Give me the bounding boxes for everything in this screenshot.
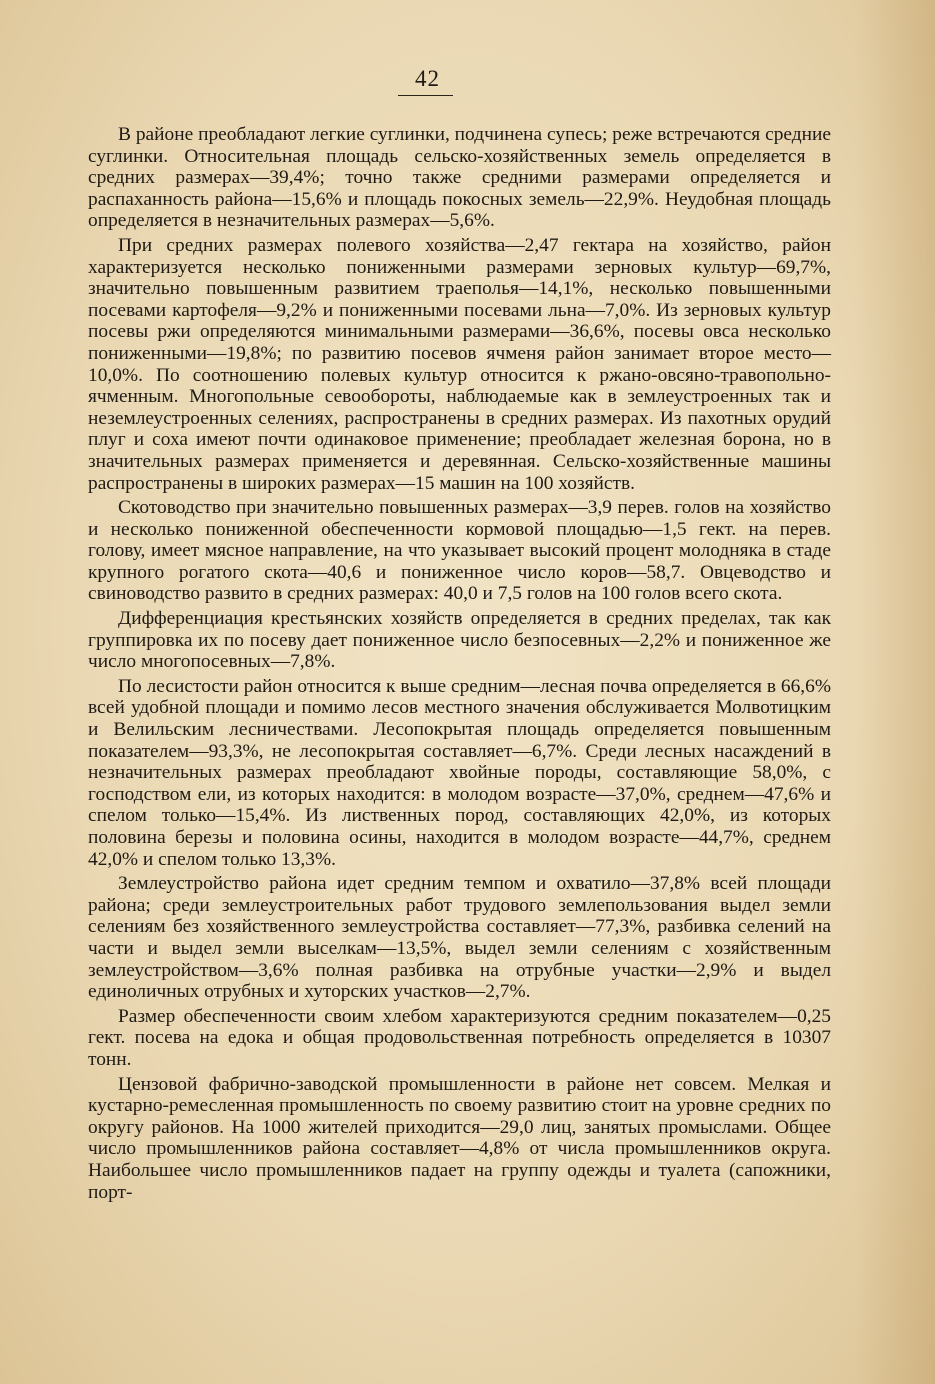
page-edge-stain [855, 0, 935, 1384]
page-number: 42 [415, 66, 440, 91]
paragraph-livestock: Скотоводство при значительно повышенных размерах—3,9 перев. голов на хозяйство и несколько пониженной обеспеченности кормовой площадью—1,5 гект. на перев. голову, имеет мясное направление, на что указывает высокий процент молодняка в стаде крупного рогатого скота—40,6 и пониженное число коров—58,7. Овцеводство и свиноводство развито в средних размерах: 40,0 и 7,5 голов на 100 голов всего скота. [88, 497, 831, 605]
paragraph-forests: По лесистости район относится к выше средним—лесная почва определяется в 66,6% всей удобной площади и помимо лесов местного значения обслуживается Молвотицким и Велильским лесничествами. Лесопокрытая площадь определяется повышенным показателем—93,3%, не лесопокрытая составляет—6,7%. Среди лесных насаждений в незначительных размерах преобладают хвойные породы, составляющие 58,0%, с господством ели, из которых находится: в молодом возрасте—37,0%, среднем—47,6% и спелом только—15,4%. Из лиственных пород, составляющих 42,0%, из которых половина березы и половина осины, находится в молодом возрасте—44,7%, среднем 42,0% и спелом только 13,3%. [88, 675, 831, 870]
paragraph-bread-supply: Размер обеспеченности своим хлебом характеризуются средним показателем—0,25 гект. посева на едока и общая продовольственная потребность определяется в 10307 тонн. [88, 1005, 831, 1070]
paragraph-differentiation: Дифференциация крестьянских хозяйств определяется в средних пределах, так как группировка их по посеву дает пониженное число безпосевных—2,2% и пониженное же число многопосевных—7,8%. [88, 608, 831, 673]
page-number-rule [398, 95, 453, 96]
paragraph-land-management: Землеустройство района идет средним темпом и охватило—37,8% всей площади района; среди землеустроительных работ трудового землепользования выдел земли селениям без хозяйственного землеустройства составляет—77,3%, разбивка селений на части и выдел земли выселкам—13,5%, выдел земли селениям с хозяйственным землеустройством—3,6% полная разбивка на отрубные участки—2,9% и выдел единоличных отрубных и хуторских участков—2,7%. [88, 873, 831, 1003]
paragraph-industry: Цензовой фабрично-заводской промышленности в районе нет совсем. Мелкая и кустарно-ремесленная промышленность по своему развитию стоит на уровне средних по округу районов. На 1000 жителей приходится—29,0 лиц, занятых промыслами. Общее число промышленников района составляет—4,8% от числа промышленников округа. Наибольшее число промышленников падает на группу одежды и туалета (сапожники, порт- [88, 1073, 831, 1203]
paragraph-soils: В районе преобладают легкие суглинки, подчинена супесь; реже встречаются средние суглинки. Относительная площадь сельско-хозяйственных земель определяется в средних размерах—39,4%; точно также средними размерами определяется и распаханность района—15,6% и площадь покосных земель—22,9%. Неудобная площадь определяется в незначительных размерах—5,6%. [88, 124, 831, 232]
paragraph-field-crops: При средних размерах полевого хозяйства—2,47 гектара на хозяйство, район характеризуется несколько пониженными размерами зерновых культур—69,7%, значительно повышенным развитием траеполья—14,1%, несколько повышенными посевами картофеля—9,2% и пониженными посевами льна—7,0%. Из зерновых культур посевы ржи определяются минимальными размерами—36,6%, посевы овса несколько пониженными—19,8%; по развитию посевов ячменя район занимает второе место—10,0%. По соотношению полевых культур относится к ржано-овсяно-травопольно-ячменным. Многопольные севообороты, наблюдаемые как в землеустроенных так и неземлеустроенных селениях, распространены в средних размерах. Из пахотных орудий плуг и соха имеют почти одинаковое применение; преобладает железная борона, но в значительных размерах применяется и деревянная. Сельско-хозяйственные машины распространены в широких размерах—15 машин на 100 хозяйств. [88, 234, 831, 494]
body-text [88, 124, 831, 1203]
